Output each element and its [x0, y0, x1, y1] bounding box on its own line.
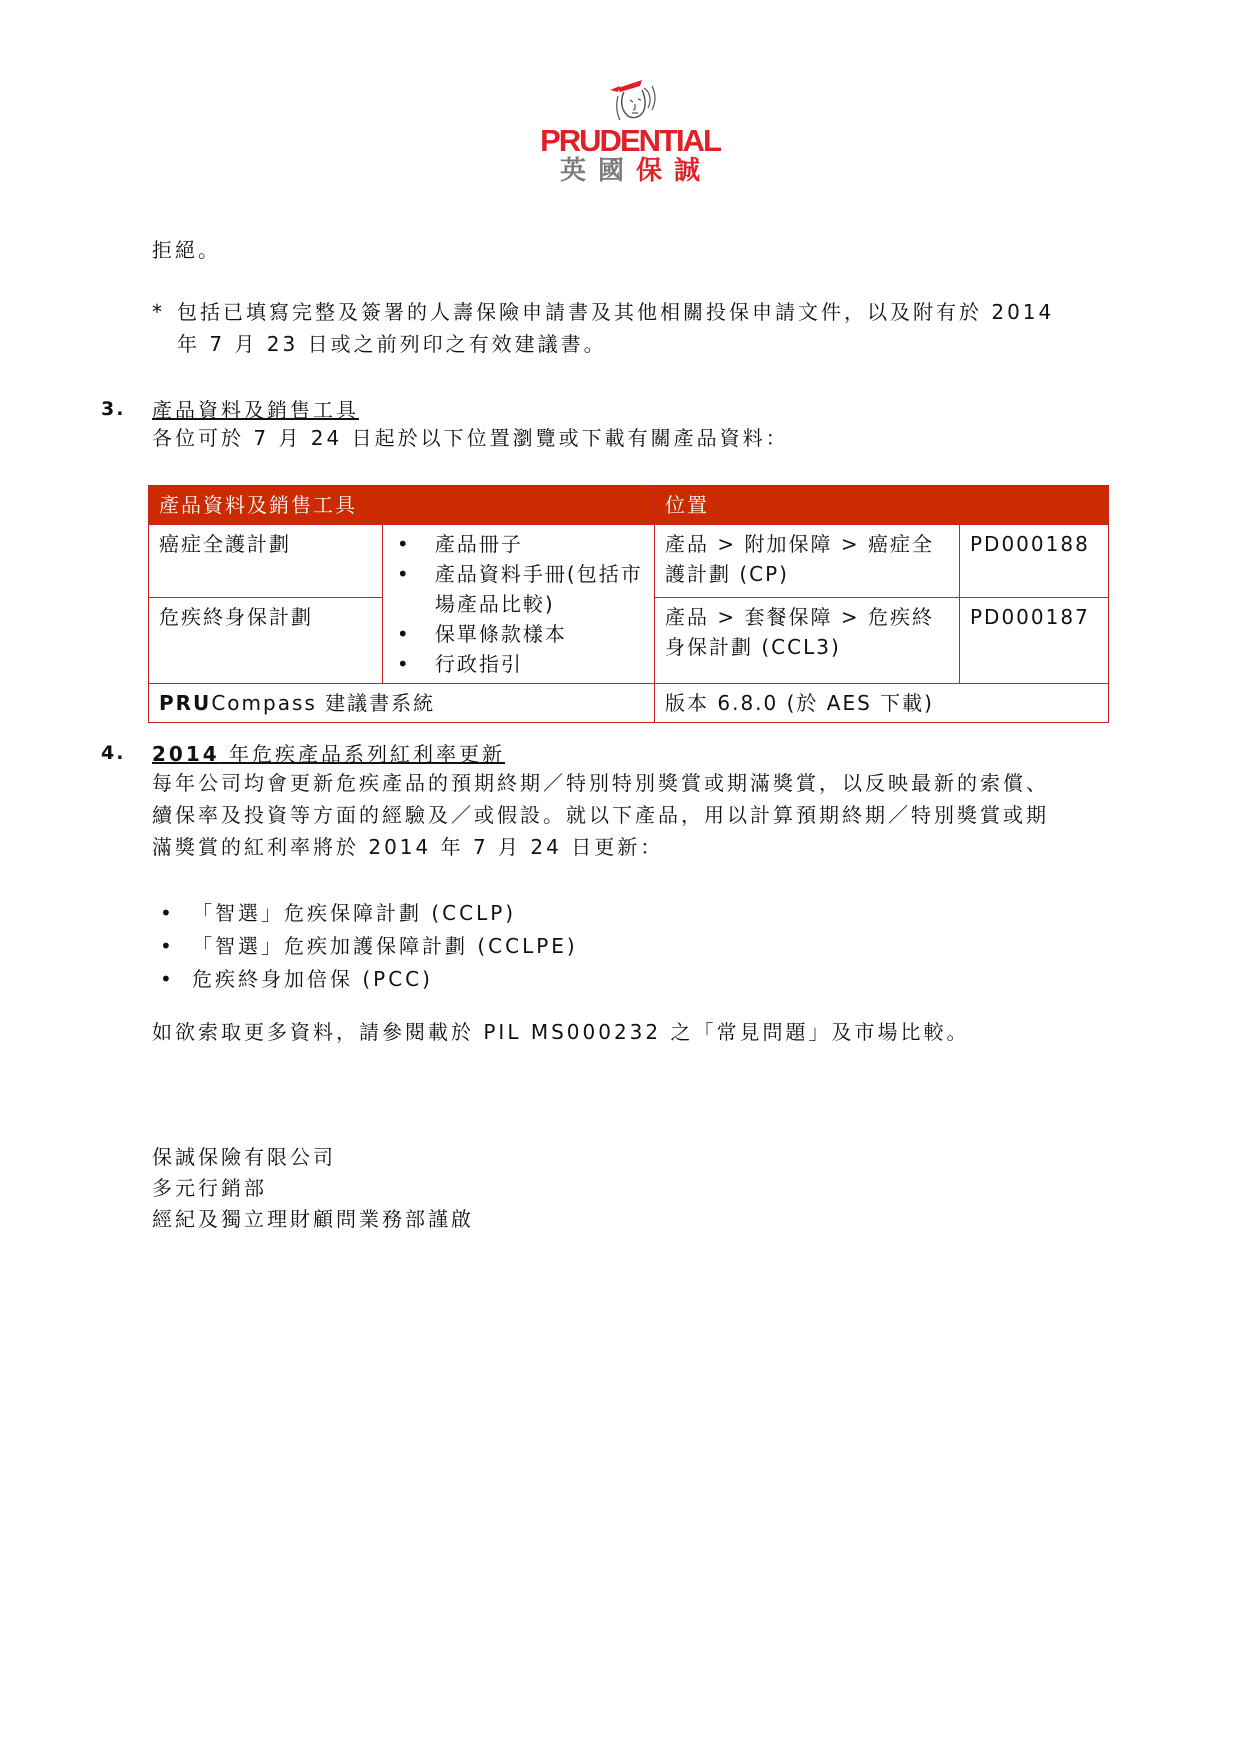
table-header-row — [149, 486, 1109, 525]
section-4-title: 2014 年危疾產品系列紅利率更新 — [152, 742, 506, 766]
header-tools: 產品資料及銷售工具 — [149, 486, 655, 525]
list-item: • 危疾終身加倍保 (PCC) — [160, 967, 433, 991]
code-2: PD000187 — [960, 598, 1109, 684]
tools-list — [393, 529, 644, 679]
section-4-para-line-1: 每年公司均會更新危疾產品的預期終期／特別特別獎賞或期滿獎賞，以反映最新的索償、 — [152, 771, 1049, 795]
footnote-mark: * — [152, 300, 165, 324]
list-item: • 「智選」危疾加護保障計劃 (CCLPE) — [160, 934, 578, 958]
list-item: • 行政指引 — [435, 649, 644, 679]
header-location: 位置 — [655, 486, 1109, 525]
signature-department: 多元行銷部 — [152, 1176, 267, 1200]
section-3-number: 3. — [101, 398, 126, 420]
system-version: 版本 6.8.0 (於 AES 下載) — [655, 684, 1109, 723]
location-2: 產品 > 套餐保障 > 危疾終身保計劃 (CCL3) — [655, 598, 960, 684]
footnote-line-1: 包括已填寫完整及簽署的人壽保險申請書及其他相關投保申請文件，以及附有於 2014 — [177, 300, 1055, 324]
product-tools-table — [148, 485, 1109, 723]
product-list — [160, 897, 578, 996]
intro-text: 拒絕。 — [152, 238, 221, 262]
plan-name-1: 癌症全護計劃 — [149, 525, 383, 598]
brand-name: PRUDENTIAL — [540, 123, 720, 158]
location-1: 產品 > 附加保障 > 癌症全護計劃 (CP) — [655, 525, 960, 598]
section-4-para-line-3: 滿獎賞的紅利率將於 2014 年 7 月 24 日更新： — [152, 835, 664, 859]
signature-closing: 經紀及獨立理財顧問業務部謹啟 — [152, 1207, 474, 1231]
section-3-intro: 各位可於 7 月 24 日起於以下位置瀏覽或下載有關產品資料： — [152, 426, 789, 450]
signature-company: 保誠保險有限公司 — [152, 1145, 336, 1169]
list-item: • 保單條款樣本 — [435, 619, 644, 649]
prudence-head-icon — [590, 66, 670, 124]
list-item: • 「智選」危疾保障計劃 (CCLP) — [160, 901, 517, 925]
section-3-title: 產品資料及銷售工具 — [152, 398, 359, 422]
footnote-line-2: 年 7 月 23 日或之前列印之有效建議書。 — [177, 332, 607, 356]
tools-cell — [382, 525, 654, 684]
list-item: • 產品資料手冊(包括市場產品比較) — [435, 559, 644, 619]
more-info-text: 如欲索取更多資料，請參閱載於 PIL MS000232 之「常見問題」及市場比較。 — [152, 1020, 970, 1044]
table-row — [149, 684, 1109, 723]
table-row — [149, 525, 1109, 598]
plan-name-2: 危疾終身保計劃 — [149, 598, 383, 684]
brand-chinese: 英國保誠 — [559, 156, 713, 186]
code-1: PD000188 — [960, 525, 1109, 598]
list-item: • 產品冊子 — [435, 529, 644, 559]
section-4-para-line-2: 續保率及投資等方面的經驗及／或假設。就以下產品，用以計算預期終期／特別獎賞或期 — [152, 803, 1049, 827]
system-name: PRUCompass 建議書系統 — [149, 684, 655, 723]
section-4-number: 4. — [101, 742, 126, 764]
prudential-logo — [530, 66, 730, 190]
